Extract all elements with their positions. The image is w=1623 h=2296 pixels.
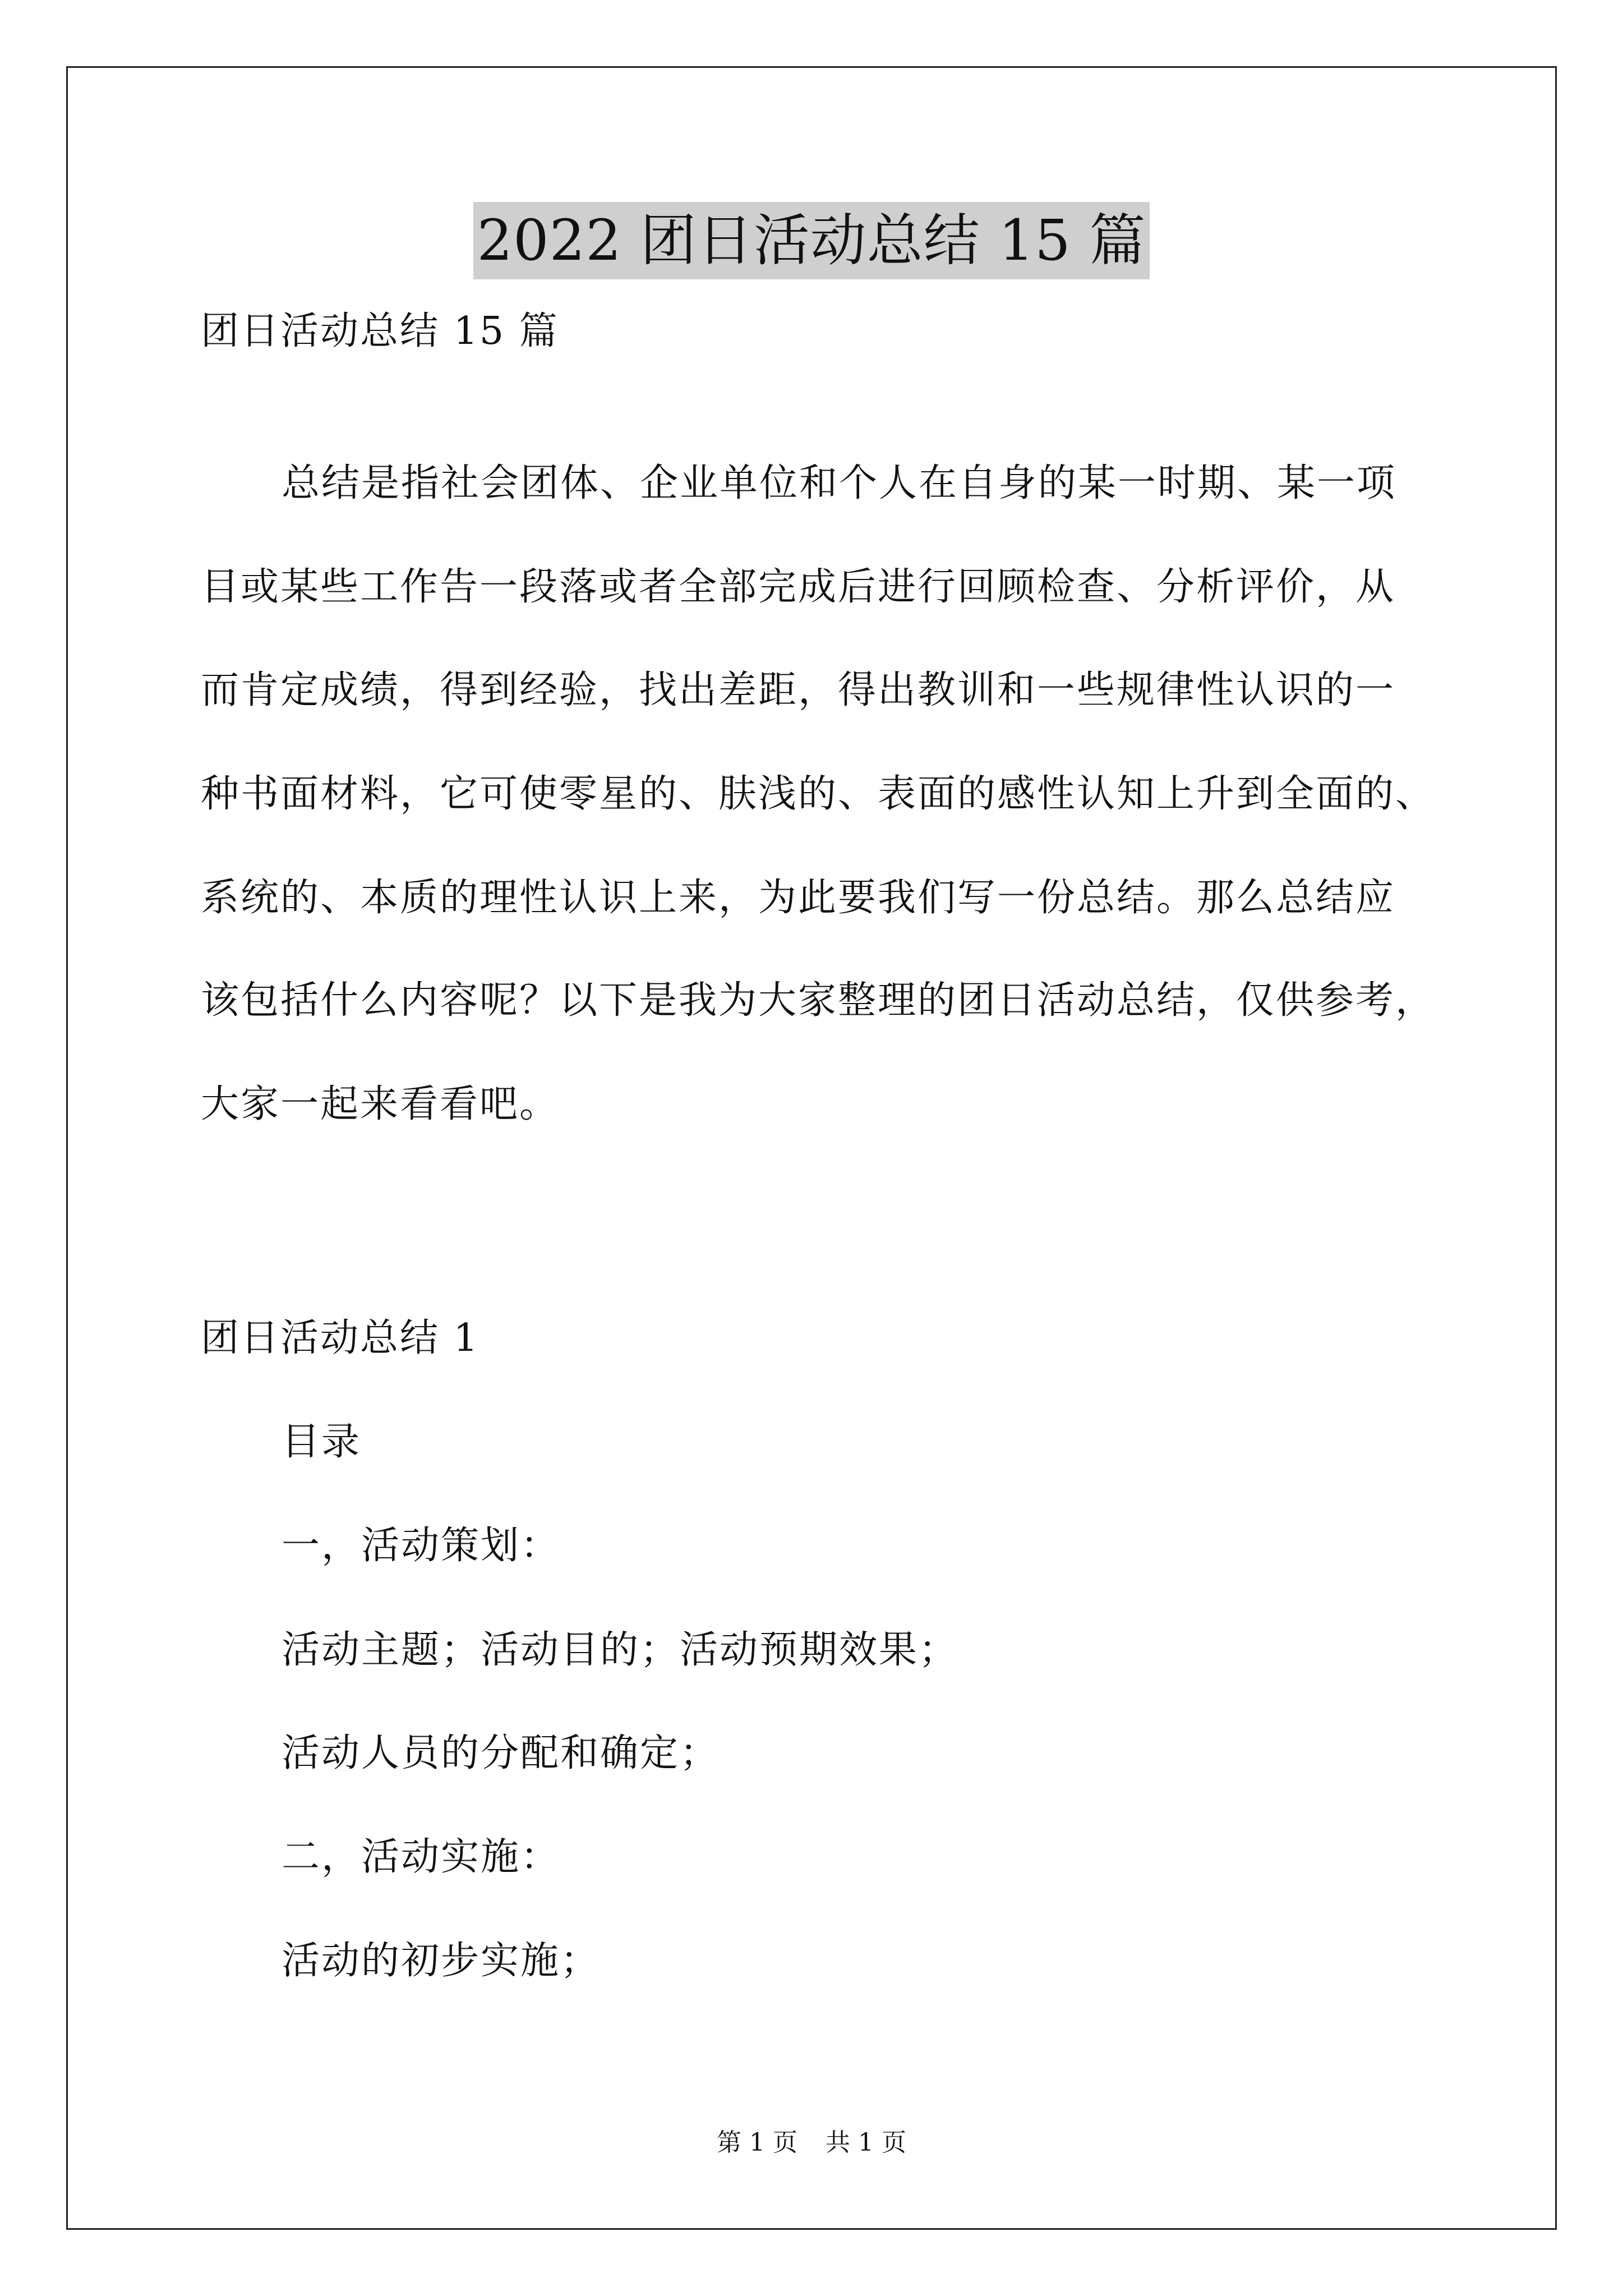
intro-line-5: 系统的、本质的理性认识上来，为此要我们写一份总结。那么总结应: [201, 876, 1396, 920]
intro-line-1: 总结是指社会团体、企业单位和个人在自身的某一时期、某一项: [282, 461, 1397, 505]
intro-line-7: 大家一起来看看吧。: [201, 1082, 560, 1126]
section-line-initial-implementation: 活动的初步实施；: [282, 1939, 601, 1983]
section-line-theme: 活动主题；活动目的；活动预期效果；: [282, 1628, 959, 1672]
page-footer: [0, 2126, 1623, 2160]
page-title: 2022 团日活动总结 15 篇: [473, 202, 1149, 279]
document-subtitle: 团日活动总结 15 篇: [201, 309, 559, 353]
page-border: [66, 66, 1557, 2230]
intro-line-3: 而肯定成绩，得到经验，找出差距，得出教训和一些规律性认识的一: [201, 668, 1396, 712]
page-number-total: 共 1 页: [826, 2128, 906, 2157]
page-number-current: 第 1 页: [717, 2128, 797, 2157]
intro-line-2: 目或某些工作告一段落或者全部完成后进行回顾检查、分析评价，从: [201, 565, 1396, 609]
title-container: [0, 202, 1623, 279]
section-line-toc: 目录: [282, 1420, 362, 1464]
section-line-planning: 一，活动策划：: [282, 1524, 561, 1568]
intro-line-6: 该包括什么内容呢？以下是我为大家整理的团日活动总结，仅供参考，: [201, 978, 1436, 1023]
intro-line-4: 种书面材料，它可使零星的、肤浅的、表面的感性认知上升到全面的、: [201, 772, 1436, 816]
section-line-staffing: 活动人员的分配和确定；: [282, 1731, 720, 1775]
section-heading: 团日活动总结 1: [201, 1316, 479, 1360]
section-line-implementation: 二，活动实施：: [282, 1835, 561, 1879]
